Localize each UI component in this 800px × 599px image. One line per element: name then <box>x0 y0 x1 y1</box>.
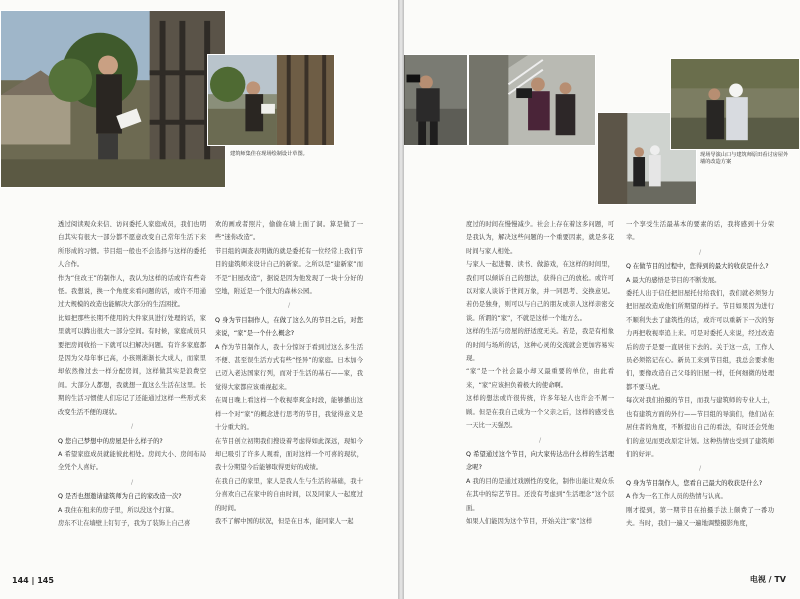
section-divider: / <box>130 423 134 431</box>
text-column-2 <box>215 218 363 528</box>
paragraph: 与家人一起进餐、读书、做游戏，在这样的时间里，我们可以倾诉自己的想法，获得自己的放松。或许可以对家人谈诉于世间万象，并一同思考、交换意见。若仍是独身，则可以与自己的朋友或亲人这样亲密交谈。所谓的“家”，不就是这样一个地方么。 <box>466 261 614 322</box>
paragraph: 房东不让在墙壁上钉钉子，我为了装饰上自己喜 <box>58 519 191 527</box>
paragraph: 这样的想法或许很传统，许多年轻人也许会不屑一顾。但是在我自己成为一个父亲之后，这样的感受也一天比一天强烈。 <box>466 395 614 430</box>
paragraph: 比如把那些长期不使用的大件家具进行处理的话，家里就可以腾出很大一部分空间。有时候，家庭成员只要把房间收拾一下就可以扫解决问题。有许多家庭都是因为父母年事已高，小孩则渐渐长大成人，而家里却依然像过去一样分配房间，这样做其实是浪费空间。大部分人都想，我就想一直这么生活在这里。长期的生活习惯使人们忘记了还能通过这样一些形式来改变生活不便的现状。 <box>58 314 206 416</box>
photo-caption: 建筑师集佳在现场绘制设计草图。 <box>230 151 308 157</box>
paragraph: 在我自己的家里，家人是我人生与生活的基础，我十分喜欢自己在家中的自由时间，以及同家人一起度过的时间。 <box>215 477 363 512</box>
interview-question: Q 希望通过这个节目，向大家传达出什么样的生活理念呢? <box>466 450 614 472</box>
interview-question: Q 身为节目制作人，您看自己最大的收获是什么? <box>626 479 763 487</box>
paragraph: 在节目创立初期我们搜设着考虑得如此深远，现如今却已吸引了许多人观看，面对这样一个可喜的现状，我十分期望今后能够取得更好的成绩。 <box>215 437 363 472</box>
photo-architect-sketching <box>0 10 226 188</box>
paragraph: 在周日晚上看这样一个收视率爽金时段，能够播出这样一个对“家”的概念进行思考的节目，我觉得意义是十分重大的。 <box>215 397 363 432</box>
paragraph: 我不了解中国的状况，但是在日本，能同家人一起 <box>215 517 354 525</box>
photo-director-and-architect <box>670 58 800 150</box>
paragraph: 作为“住改王”的制作人，我认为这样的话或许有些奇怪。我想说，换一个角度来看问题的话，或许不用通过大规模的改造也能解决大部分的生活困扰。 <box>58 274 206 309</box>
photo-architect-on-site <box>207 54 335 146</box>
interview-question: Q 在做节目的过程中，您得到的最大的收获是什么? <box>626 263 769 271</box>
text-column-4 <box>626 218 774 530</box>
paragraph: “家”是一个社会最小却又最重要的单位，由此看来，“家”应该担负着极大的使命啊。 <box>466 368 614 389</box>
paragraph: 委托人出于信任把旧屋托付给我们，我们就必须努力把旧屋改造成他们所期望的样子。节目如果因为进行不顺利失去了建筑性的话，或许可以重新下一次的努力再把收视率追上来。可是对委托人来说，经过改造后的房子是要一直居住下去的。关于这一点，工作人员必须铭记在心。新员工来到节目组，我总会要求他们，要像改造自己父母的旧屋一样，任何细微的处理都不要马虎。 <box>626 290 774 391</box>
paragraph: A 最大的感悟是节目的不断发展。 <box>626 276 721 284</box>
section-divider: / <box>698 248 702 256</box>
text-column-1 <box>58 218 206 530</box>
paragraph: 欢的画或者照片，偷偷在墙上面了洞。算是做了一些“迷你改造”。 <box>215 221 363 242</box>
paragraph: 一个享受生活最基本的要素的话，我将感到十分荣幸。 <box>626 221 774 242</box>
interview-question: Q 是否也想邀请建筑师为自己的家改造一次? <box>58 493 182 501</box>
text-column-3 <box>466 218 614 528</box>
paragraph: A 我的目的是通过戏剧性的变化，制作出能让观众乐在其中的综艺节目。还没有考虑到“生活理念”这个层面。 <box>466 477 614 512</box>
paragraph: 如果人们能因为这个节目，开始关注“家”这样 <box>466 517 593 525</box>
section-divider: / <box>130 478 134 486</box>
paragraph: A 希望家庭成员就能彼此相处。房间大小、房间布局全凭个人喜好。 <box>58 450 206 472</box>
right-page <box>404 0 800 599</box>
paragraph: A 我住在租来的房子里，所以没这个打算。 <box>58 506 178 514</box>
paragraph: 透过阅读观众来信、访问委托人家庭成员，我们也明白其实有很大一部分都不愿意改变自己常年生活下来所形成的习惯。节目组一般也不会选择与这样的委托人合作。 <box>58 221 206 269</box>
section-divider: / <box>538 436 542 444</box>
interview-question: Q 身为节目制作人，在做了这么久的节目之后，对您来说，“家”是一个什么概念? <box>215 316 363 338</box>
photo-caption-right: 现场导演山口与建筑师原田看讨房屋外墙的改造方案 <box>700 152 789 165</box>
paragraph: 刚才提到，第一期节目在拍摄手法上颇费了一番功夫。当时，我们一遍又一遍地调整摄影角度， <box>626 506 774 527</box>
paragraph: 度过的时间在慢慢减少。社会上存在着这多问题，可是我认为，解决这些问题的一个重要因素，就是多花时间与家人相处。 <box>466 221 614 255</box>
left-page <box>0 0 398 599</box>
paragraph: 节目组的调查表明做的就是委托有一位经常上我们节目的建筑师来设计自己的新家。之所以是“建新家”而不是“旧屋改造”，据说是因为他发现了一块十分好的空地，附近是一个很大的森林公园。 <box>215 247 363 296</box>
paragraph: A 作为一名工作人员的热情与认真。 <box>626 493 727 501</box>
photo-film-crew <box>404 54 468 146</box>
paragraph: 这样的生活与房屋的舒适度无关。若是，我是有相象的时间与场所的话，这种心灵的交流就会更加容易实现。 <box>466 328 614 363</box>
paragraph: 每次对我们拍摄的节目，而我与建筑师的专业人士，也有建筑方面的外行——节目组的导演们，他们站在居住者的角度，不断提出自己的看法，有时还会凭他们的意见而更改原定计划。这种热情也受到了建筑师们的好评。 <box>626 397 774 458</box>
section-divider: / <box>287 302 291 310</box>
section-label-right: 电视 / TV <box>749 575 786 584</box>
section-divider: / <box>698 465 702 473</box>
page-number-left: 144 | 145 <box>12 576 54 585</box>
photo-camera-crew-filming <box>468 54 596 146</box>
paragraph: A 作为节目制作人，我十分惊讶于看到过这么多生活不便、甚至误生活方式有些“怪异”的家庭。日本加今已迈入老达国家行列，而对于生活的基石——家，我觉得大家都应该重视起来。 <box>215 343 363 391</box>
interview-question: Q 您自己梦想中的房屋是什么样子的? <box>58 437 163 445</box>
